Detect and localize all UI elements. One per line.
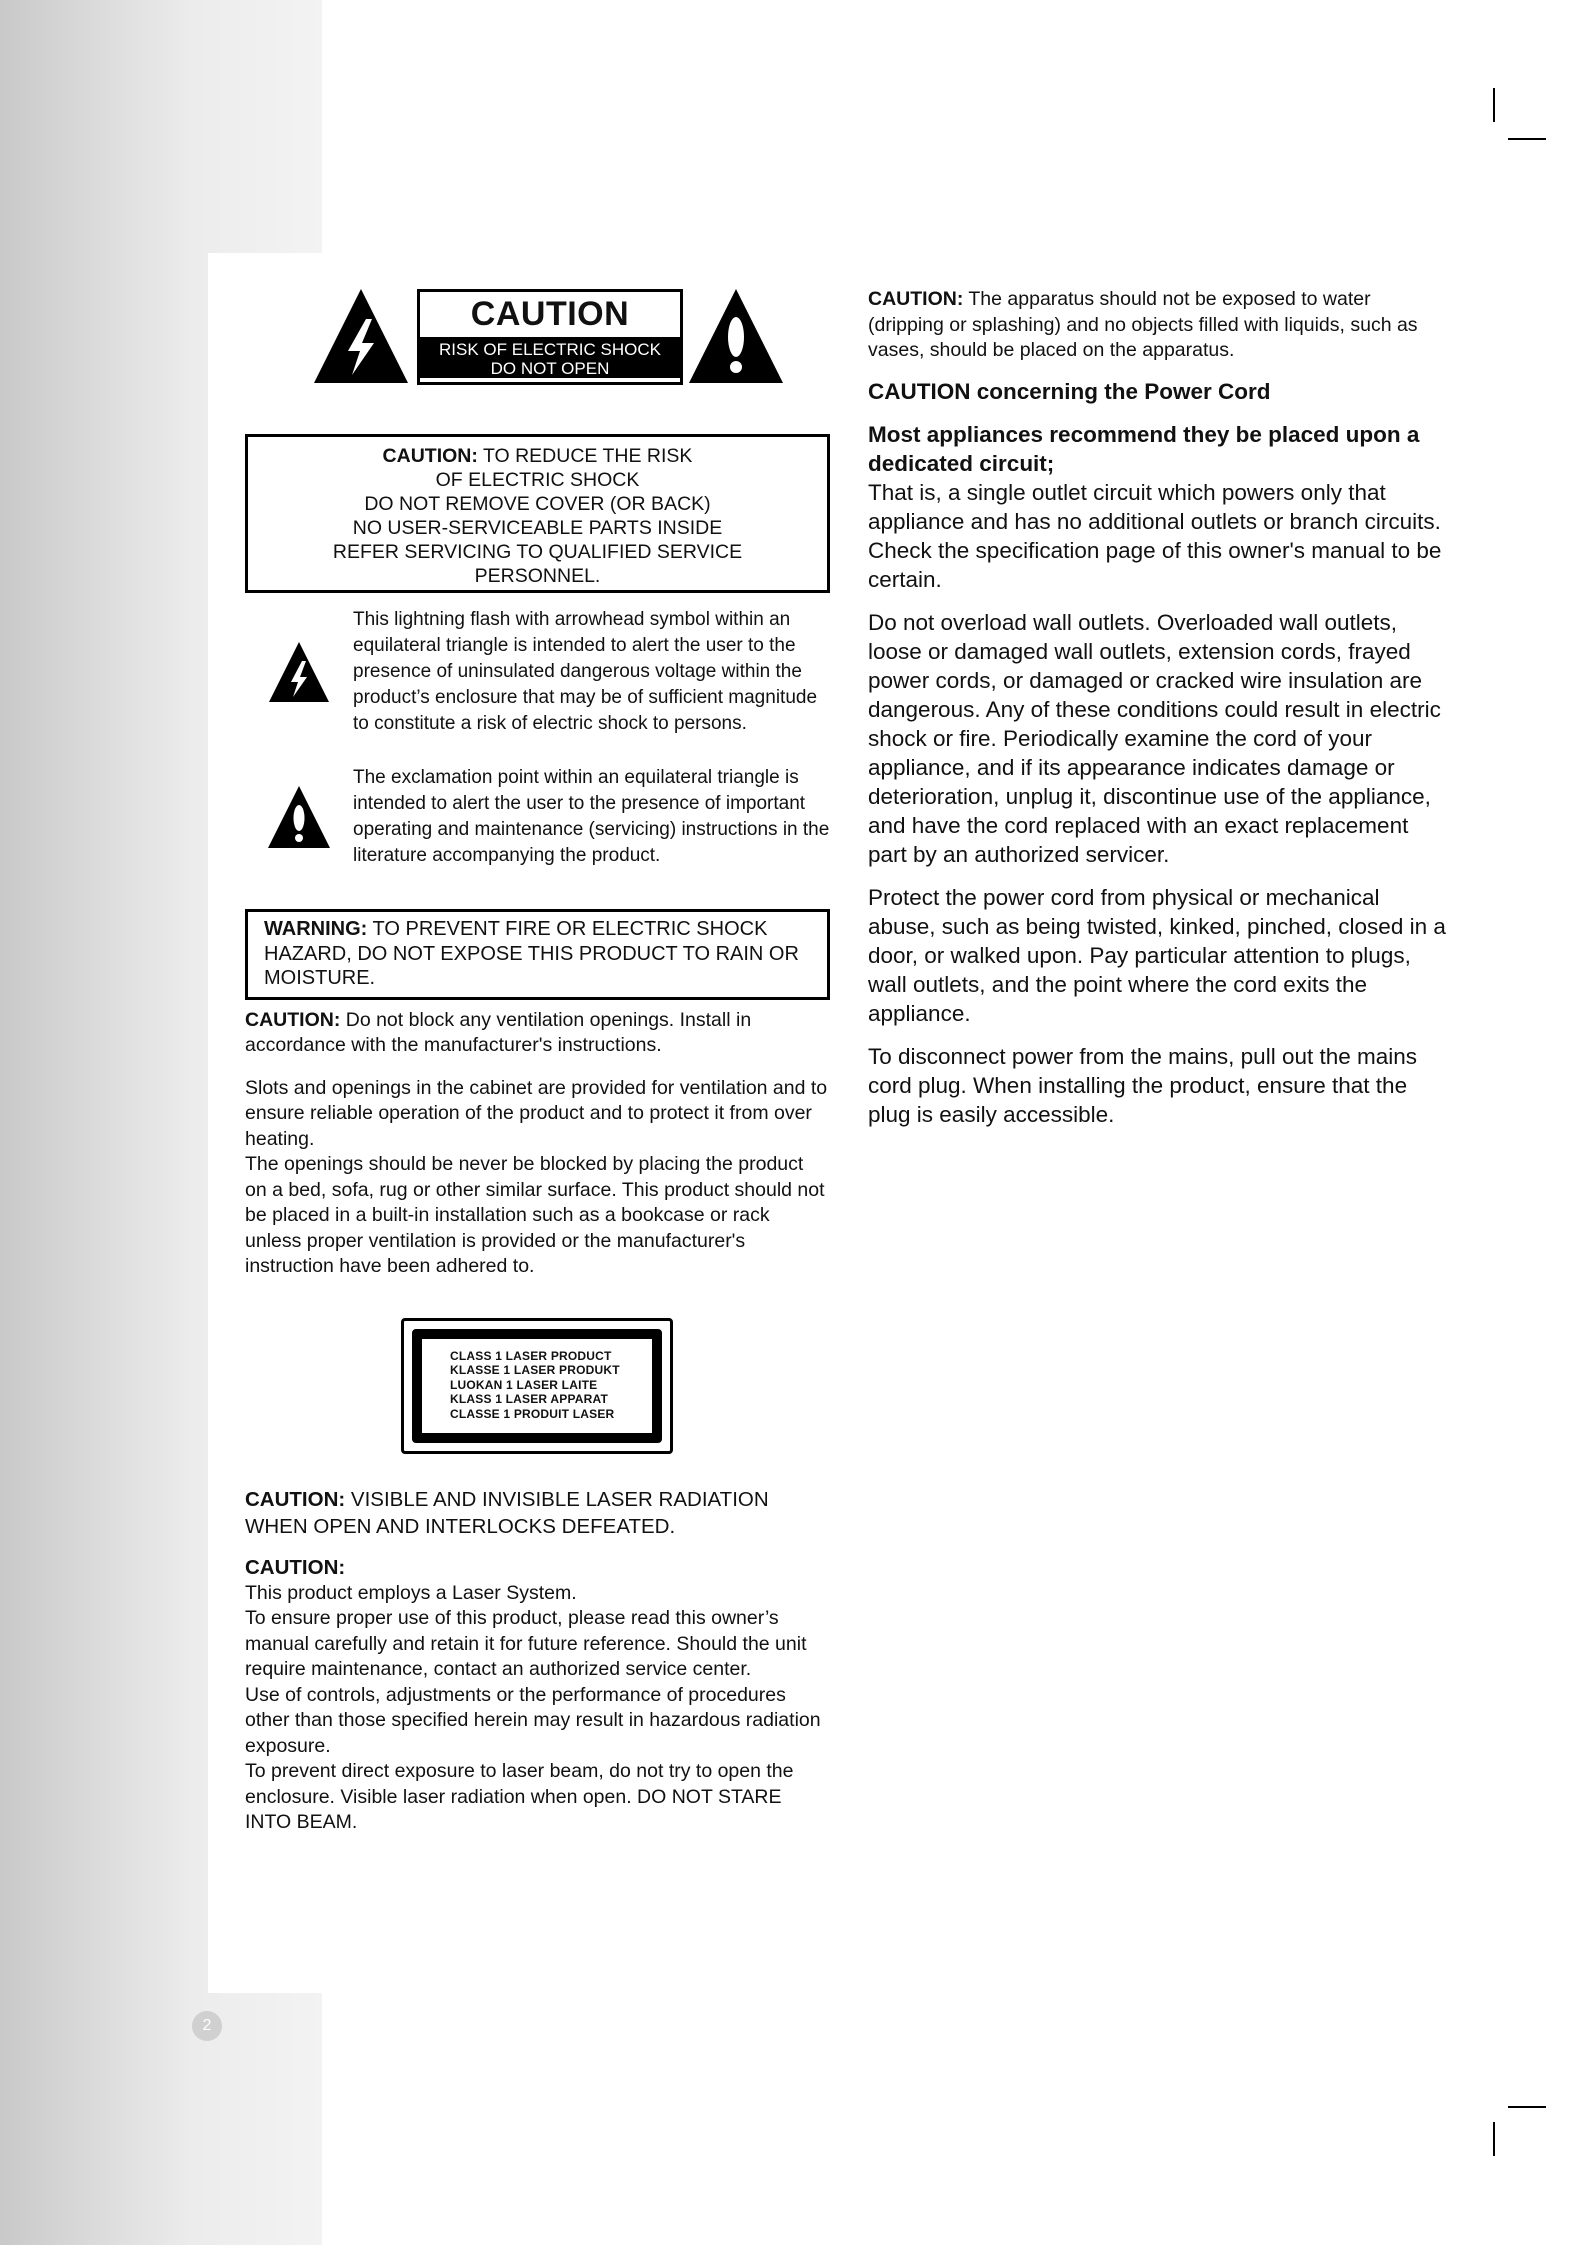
shock-caution-line2: OF ELECTRIC SHOCK: [435, 469, 640, 491]
shock-caution-line6: PERSONNEL.: [474, 565, 601, 587]
lightning-explanation: [245, 607, 830, 737]
ventilation-caution: [245, 1008, 830, 1059]
ventilation-text: Do not block any ventilation openings. Install in accordance with the manufacturer's instructions.: [245, 1008, 752, 1056]
shock-caution-box: [245, 434, 830, 593]
shock-caution-line4: NO USER-SERVICEABLE PARTS INSIDE: [352, 517, 723, 539]
right-column: [868, 287, 1448, 1129]
caution-subtitle-line1: RISK OF ELECTRIC SHOCK: [439, 340, 661, 359]
laser-system-line4: To prevent direct exposure to laser beam, do not try to open the enclosure. Visible laser radiation when open. DO NOT STARE INTO BEAM.: [245, 1760, 794, 1833]
exclamation-explanation-text: The exclamation point within an equilateral triangle is intended to alert the user to the presence of important operating and maintenance (servicing) instructions in the literature accompanying the product.: [353, 767, 830, 866]
laser-system-line3: Use of controls, adjustments or the performance of procedures other than those specified herein may result in hazardous radiation exposure.: [245, 1683, 821, 1757]
crop-mark-top-horizontal: [1508, 138, 1546, 140]
left-column: [245, 285, 830, 1836]
water-caution-text: The apparatus should not be exposed to water (dripping or splashing) and no objects filled with liquids, such as vases, should be placed on the apparatus.: [868, 288, 1418, 361]
exclamation-triangle-icon: [266, 784, 332, 850]
protect-cord-paragraph: Protect the power cord from physical or mechanical abuse, such as being twisted, kinked, pinched, closed in a door, or walked upon. Pay particular attention to plugs, wall outlets, and the point where the cord exits the appliance.: [868, 884, 1446, 1026]
exclamation-explanation: [245, 765, 830, 869]
laser-label-line3: LUOKAN 1 LASER LAITE: [450, 1377, 598, 1392]
laser-label-line4: KLASS 1 LASER APPARAT: [450, 1392, 608, 1406]
laser-radiation-text: VISIBLE AND INVISIBLE LASER RADIATION WHEN OPEN AND INTERLOCKS DEFEATED.: [245, 1487, 769, 1538]
water-caution-label: CAUTION:: [868, 288, 964, 310]
caution-subtitle: [420, 337, 680, 378]
laser-label-line1: CLASS 1 LASER PRODUCT: [450, 1348, 612, 1363]
shock-caution-line1: TO REDUCE THE RISK: [477, 445, 693, 467]
laser-system-line1: This product employs a Laser System.: [245, 1581, 577, 1604]
warning-box: [245, 909, 830, 1000]
laser-radiation-caution: [245, 1486, 830, 1540]
caution-label-box: [417, 289, 683, 385]
dedicated-circuit-text: That is, a single outlet circuit which powers only that appliance and has no additional outlets or branch circuits. Check the specification page of this owner's manual to be certain.: [868, 479, 1442, 592]
laser-class-label: [401, 1318, 673, 1454]
exclamation-warning-icon: [685, 285, 787, 387]
laser-label-line5: CLASSE 1 PRODUIT LASER: [450, 1406, 615, 1421]
power-cord-heading: CAUTION concerning the Power Cord: [868, 378, 1271, 404]
shock-caution-label: CAUTION:: [382, 445, 478, 467]
caution-title: CAUTION: [470, 295, 630, 333]
caution-banner: [245, 285, 830, 397]
laser-system-label: CAUTION:: [245, 1555, 346, 1579]
slots-paragraph-1: Slots and openings in the cabinet are provided for ventilation and to ensure reliable operation of the product and to protect it from over heating.: [245, 1076, 828, 1150]
overload-paragraph: Do not overload wall outlets. Overloaded wall outlets, loose or damaged wall outlets, extension cords, frayed power cords, or damaged or cracked wire insulation are dangerous. Any of these conditions could result in electric shock or fire. Periodically examine the cord of your appliance, and if its appearance indicates damage or deterioration, unplug it, discontinue use of the appliance, and have the cord replaced with an exact replacement part by an authorized servicer.: [868, 609, 1441, 867]
lightning-explanation-text: This lightning flash with arrowhead symbol within an equilateral triangle is intended to alert the user to the presence of uninsulated dangerous voltage within the product’s enclosure that may be of sufficient magnitude to constitute a risk of electric shock to persons.: [353, 609, 818, 734]
disconnect-paragraph: To disconnect power from the mains, pull out the mains cord plug. When installing the product, ensure that the plug is easily accessible.: [868, 1043, 1418, 1127]
crop-mark-bottom-horizontal: [1508, 2106, 1546, 2108]
water-caution: [868, 287, 1448, 364]
laser-system-line2: To ensure proper use of this product, please read this owner’s manual carefully and retain it for future reference. Should the unit require maintenance, contact an authorized service center.: [245, 1607, 807, 1680]
laser-radiation-label: CAUTION:: [245, 1487, 346, 1511]
crop-mark-top-vertical: [1493, 88, 1495, 122]
lightning-warning-icon: [310, 285, 412, 387]
warning-label: WARNING:: [264, 918, 368, 940]
lightning-triangle-icon: [267, 640, 331, 704]
shock-caution-line5: REFER SERVICING TO QUALIFIED SERVICE: [332, 541, 743, 563]
crop-mark-bottom-vertical: [1493, 2122, 1495, 2156]
page-number: 2: [192, 2011, 222, 2041]
laser-label-line2: KLASSE 1 LASER PRODUKT: [450, 1363, 620, 1377]
warning-text: TO PREVENT FIRE OR ELECTRIC SHOCK HAZARD, DO NOT EXPOSE THIS PRODUCT TO RAIN OR MOISTURE.: [264, 918, 799, 989]
laser-system-caution: [245, 1554, 830, 1836]
shock-caution-line3: DO NOT REMOVE COVER (OR BACK): [364, 493, 711, 515]
caution-subtitle-line2: DO NOT OPEN: [490, 359, 610, 378]
dedicated-circuit-heading: Most appliances recommend they be placed upon a dedicated circuit;: [868, 421, 1420, 476]
ventilation-label: CAUTION:: [245, 1008, 341, 1031]
slots-paragraph-2: The openings should be never be blocked by placing the product on a bed, sofa, rug or other similar surface. This product should not be placed in a built-in installation such as a bookcase or rack unless proper ventilation is provided or the manufacturer's instruction have been adhered to.: [245, 1153, 825, 1277]
